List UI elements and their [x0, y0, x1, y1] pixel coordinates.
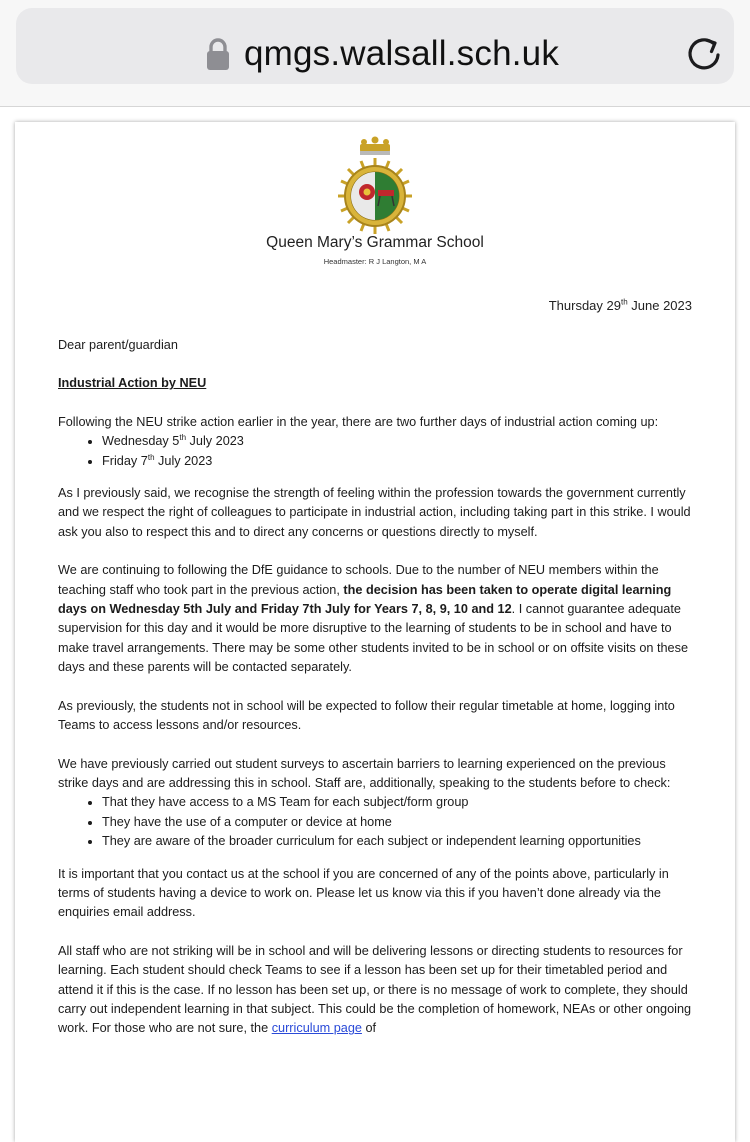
list-item: • Wednesday 5th July 2023: [102, 432, 698, 451]
contact-paragraph: It is important that you contact us at the school if you are concerned of any of the points above, particularly in terms of students having a device to work on. Please let us know via this if you haven’t done already via the enquiries email address.: [58, 866, 669, 920]
list-item: • They have the use of a computer or device at home: [102, 813, 698, 832]
school-name: Queen Mary’s Grammar School: [266, 234, 484, 251]
greeting: Dear parent/guardian: [58, 338, 178, 352]
lock-icon: [205, 37, 231, 71]
strike-days-list: [58, 432, 698, 471]
list-item: • Friday 7th July 2023: [102, 452, 698, 471]
letter-page: [15, 122, 735, 1142]
checks-list: [58, 793, 698, 851]
list-item: • They are aware of the broader curriculum for each subject or independent learning opportunities: [102, 832, 698, 851]
reload-icon[interactable]: [685, 34, 723, 74]
address-bar[interactable]: [16, 8, 734, 84]
list-item: • That they have access to a MS Team for each subject/form group: [102, 793, 698, 812]
headmaster-line: Headmaster: R J Langton, M A: [323, 257, 427, 266]
browser-toolbar: [0, 0, 750, 107]
dfe-paragraph: We are continuing to following the DfE guidance to schools. Due to the number of NEU members within the teaching staff who took part in the previous action, the decision has been taken to operate digital learning days on Wednesday 5th July and Friday 7th July for Years 7, 8, 9, 10 and 12. I cannot guarantee adequate supervision for this day and it would be more disruptive to the learning of students to be in school and have to make travel arrangements. There may be some other students invited to be in school or on offsite visits on these days and these parents will be contacted separately.: [58, 563, 689, 675]
letter-body: [58, 336, 698, 1058]
staff-paragraph: All staff who are not striking will be in school and will be delivering lessons or directing students to resources for learning. Each student should check Teams to see if a lesson has been set up for their timetabled period and attend it if this is the case. If no lesson has been set up, or there is no message of work to complete, they should carry out independent learning in that subject. This could be the completion of homework, NEAs or other ongoing work. For those who are not sure, the curriculum page of: [58, 943, 692, 1036]
curriculum-page-link[interactable]: curriculum page: [271, 1021, 362, 1036]
url-text[interactable]: qmgs.walsall.sch.uk: [244, 34, 560, 73]
respect-paragraph: As I previously said, we recognise the strength of feeling within the profession towards the government currently and we respect the right of colleagues to participate in industrial action, including taking part in this strike. I would ask you also to respect this and to direct any concerns or questions directly to myself.: [58, 486, 691, 539]
letter-date: Thursday 29th June 2023: [548, 297, 692, 313]
school-crest-logo: [336, 136, 414, 238]
letter-title: Industrial Action by NEU: [58, 376, 207, 391]
surveys-paragraph: We have previously carried out student surveys to ascertain barriers to learning experienced on the previous strike days and are addressing this in school. Staff are, additionally, speaking to the students before to check:: [58, 756, 671, 790]
timetable-paragraph: As previously, the students not in school will be expected to follow their regular timetable at home, logging into Teams to access lessons and/or resources.: [58, 698, 675, 733]
intro-paragraph: Following the NEU strike action earlier in the year, there are two further days of industrial action coming up:: [58, 414, 659, 429]
